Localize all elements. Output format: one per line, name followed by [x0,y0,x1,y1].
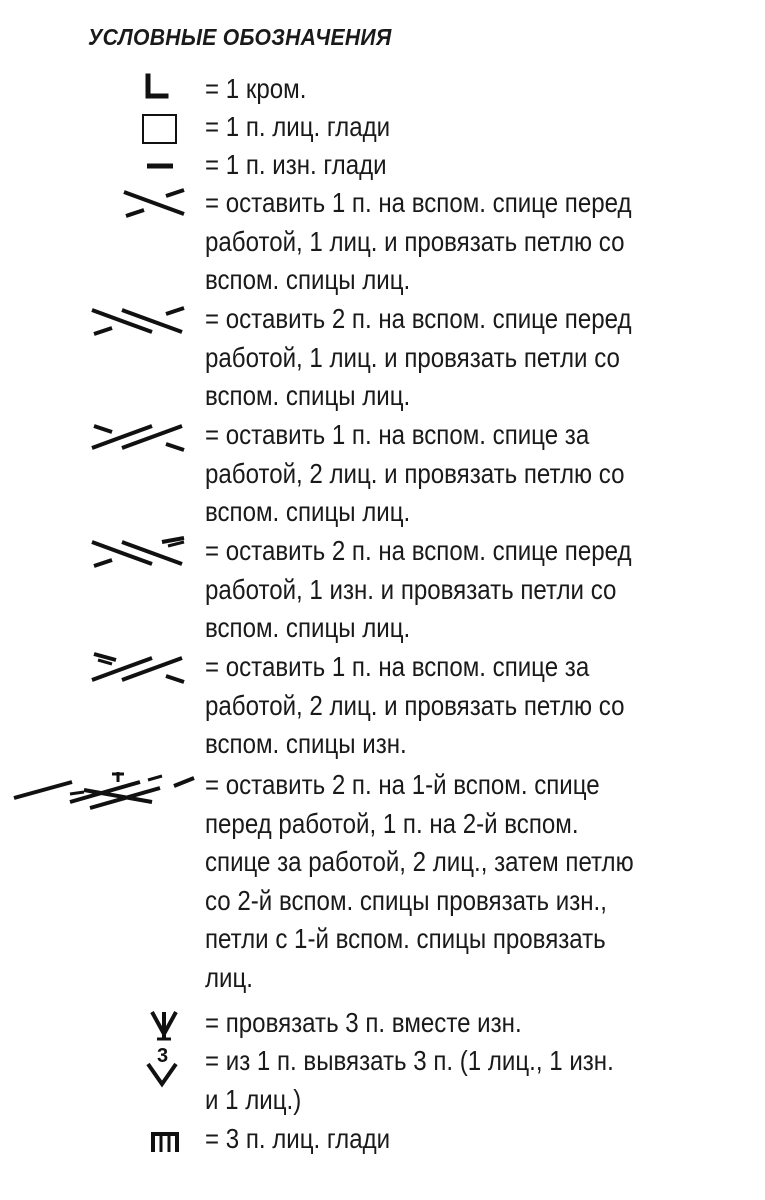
cross-2-1-back-icon [88,416,204,460]
legend-text-line: вспом. спицы лиц. [205,612,411,643]
legend-text-line: вспом. спицы изн. [205,728,407,759]
cross-1-2-front-icon [88,300,204,344]
legend-text-line: = оставить 2 п. на вспом. спице перед [205,535,632,566]
legend-text-line: со 2-й вспом. спицы провязать изн., [205,884,607,916]
legend-text-line: вспом. спицы лиц. [205,380,411,411]
legend-text-line: петли с 1-й вспом. спицы провязать [205,923,606,954]
cross-1p-2-front-icon [88,532,204,576]
legend-text-line: = оставить 2 п. на 1-й вспом. спице [205,769,600,800]
legend-text-line: = 1 п. изн. глади [205,149,387,180]
legend-title: УСЛОВНЫЕ ОБОЗНАЧЕНИЯ [88,24,392,50]
legend-text-line: = 1 п. лиц. глади [205,111,391,142]
legend-text-line: работой, 1 изн. и провязать петли со [205,573,617,605]
legend-text-line: работой, 2 лиц. и провязать петлю со [205,457,625,489]
legend-text-line: перед работой, 1 п. на 2-й вспом. [205,807,579,839]
legend-text-line: = оставить 1 п. на вспом. спице перед [205,187,632,218]
legend-text-line: = 3 п. лиц. глади [205,1123,391,1154]
legend-text-line: = оставить 1 п. на вспом. спице за [205,651,590,682]
cross-5-stitch-icon [10,766,206,816]
legend-text-line: = из 1 п. вывязать 3 п. (1 лиц., 1 изн. [205,1045,614,1076]
legend-text-line: = 1 кром. [205,73,307,104]
legend-text-line: работой, 2 лиц. и провязать петлю со [205,689,625,721]
cross-1-1-front-icon [118,184,202,224]
legend-text-line: = провязать 3 п. вместе изн. [205,1007,522,1038]
empty-square-icon [140,112,180,146]
three-stockinette-icon [150,1126,182,1156]
purl-3-together-icon [148,1008,182,1042]
legend-text-line: вспом. спицы лиц. [205,264,411,295]
legend-text-line: работой, 1 лиц. и провязать петлю со [205,225,625,257]
legend-text-line: спице за работой, 2 лиц., затем петлю [205,846,634,877]
legend-text-line: и 1 лиц.) [205,1083,302,1115]
legend-text-line: работой, 1 лиц. и провязать петли со [205,341,620,373]
legend-text-line: лиц. [205,961,253,993]
legend-text-line: = оставить 1 п. на вспом. спице за [205,419,590,450]
dash-icon [140,150,180,180]
legend-text-line: = оставить 2 п. на вспом. спице перед [205,303,632,334]
increase-1-to-3-icon [144,1044,184,1088]
selvage-icon [140,74,180,104]
legend-text-line: вспом. спицы лиц. [205,496,411,527]
increase-symbol-label: 3 [157,1045,169,1067]
cross-2-1p-back-icon [88,648,204,692]
